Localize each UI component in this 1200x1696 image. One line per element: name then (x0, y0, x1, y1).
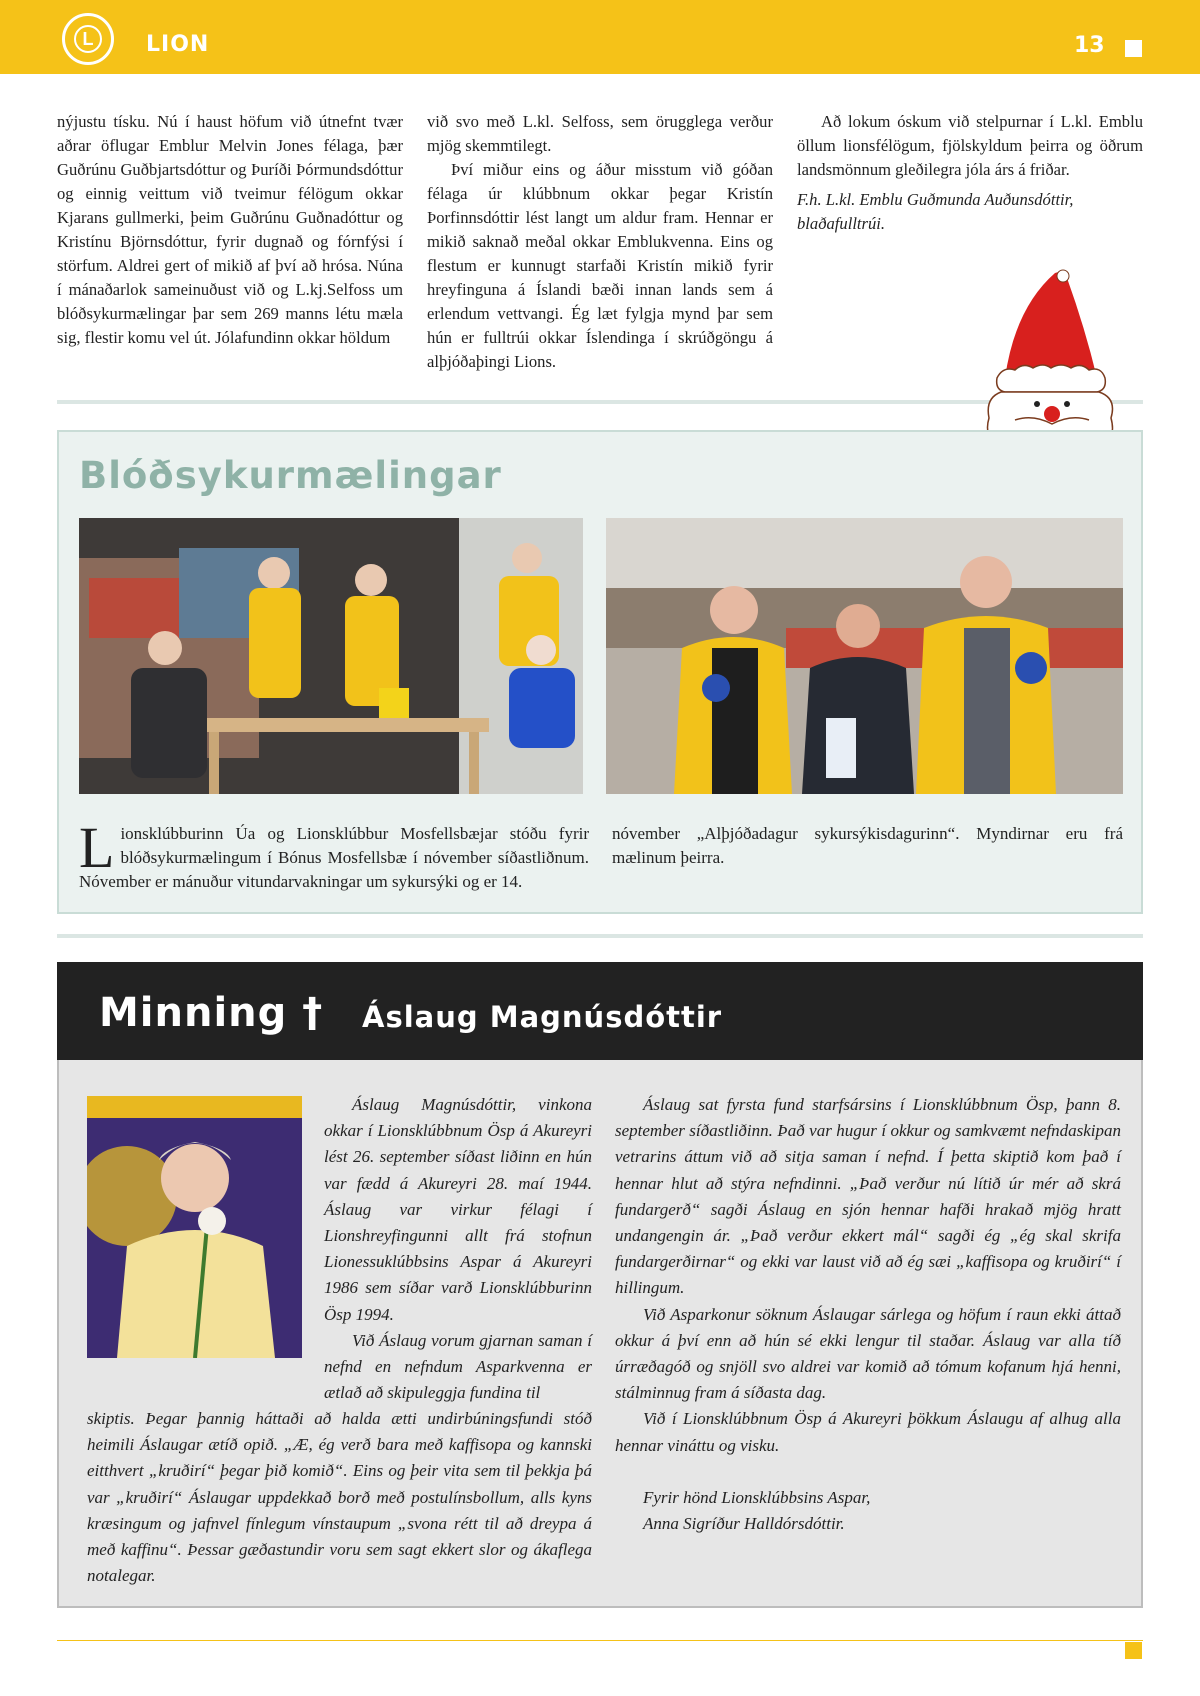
footer-square-icon (1125, 1642, 1142, 1659)
page-number: 13 (1074, 33, 1105, 58)
signature-line: Fyrir hönd Lionsklúbbsins Aspar, (643, 1487, 871, 1507)
obituary-paragraph: Við Áslaug vorum gjarnan saman í nefnd en nefndum Asparkvenna er ætlað að skipuleggja fundina til (324, 1330, 592, 1403)
intro-paragraph: við svo með L.kl. Selfoss, sem örugglega verður mjög skemmtilegt. (427, 112, 773, 155)
obituary-column-2 (615, 1092, 1121, 1537)
magazine-title: LION (146, 32, 210, 57)
blood-sugar-section (57, 430, 1143, 914)
signature-line: F.h. L.kl. Emblu Guðmunda Auðunsdóttir, (797, 190, 1074, 209)
header-square-icon (1125, 40, 1142, 57)
obituary-name: Áslaug Magnúsdóttir (362, 1000, 723, 1034)
signature-line: blaðafulltrúi. (797, 214, 886, 233)
obituary-column-1-top (324, 1092, 592, 1406)
section-divider (57, 934, 1143, 938)
intro-signature (797, 188, 1143, 236)
intro-paragraph: Því miður eins og áður misstum við góðan félaga úr klúbbnum okkar þegar Kristín Þorfinnsdóttir lést langt um aldur fram. Hennar er mikið saknað meðal okkar Emblukvenna. Eins og flestum er kunnugt starfaði Kristín mikið fyrir hreyfinguna á Íslandi bæði innan lands sem á erlendum vettvangi. Ég læt fylgja mynd þar sem hún er fulltrúi okkar Íslendinga í skrúðgöngu á alþjóðaþingi Lions. (427, 160, 773, 371)
obituary-signature (615, 1485, 1121, 1537)
obituary-paragraph: Áslaug Magnúsdóttir, vinkona okkar í Lionsklúbbnum Ösp á Akureyri lést 26. september síðast liðinn en hún var fædd á Akureyri 28. maí 1944. Áslaug var virkur félagi í Lionshreyfingunni allt frá stofnun Lionessuklúbbsins Aspar á Akureyri 1986 sem síðar varð Lionsklúbburinn Ösp 1994. (324, 1095, 592, 1324)
lions-logo-letter: L (74, 25, 102, 53)
obituary-paragraph: skiptis. Þegar þannig háttaði að halda ætti undirbúningsfundi stóð heimili Áslaugar ætíð opið. „Æ, ég verð bara með kaffisopa og kannski eitthvert „kruðirí“ þegar þið komið“. Eins og þeir vita sem til þekkja þá var „kruðirí“ Áslaugar uppdekkað borð með postulínsbollum, alls kyns kræsingum og jafnvel fínlegum vínstaupum „svona rétt til að dreypa á með kaffinu“. Þessar gæðastundir voru sem sagt ekkert slor og ákaflega notalegar. (87, 1409, 592, 1586)
intro-column-1 (57, 110, 403, 350)
blood-sugar-text-column-2 (612, 822, 1123, 870)
obituary-paragraph: Við í Lionsklúbbnum Ösp á Akureyri þökkum Áslaugu af alhug alla hennar vináttu og visku. (615, 1409, 1121, 1455)
obituary-paragraph: Áslaug sat fyrsta fund starfsársins í Lionsklúbbnum Ösp, þann 8. september síðastliðinn. Það var hugur í okkur og samkvæmt nefndaskipan vetrarins áttum við að sitja saman í nefnd. Í þetta skiptið kom það í hennar hlut að stýra nefndinni. „Það verður nú lítið úr mér að skrá fundargerð“ sagði Áslaug en sjón hennar hafði hrakað mjög hratt undangengin ár. „Það verður ekkert mál“ sagði ég „ég skal skrifa fundargerðirnar“ og ekki var laust við að ég sæi „kaffisopa og kruðirí“ í hillingum. (615, 1095, 1121, 1298)
intro-column-3 (797, 110, 1143, 236)
intro-paragraph: nýjustu tísku. Nú í haust höfum við útnefnt tvær aðrar öflugar Emblur Melvin Jones félaga, þær Guðrúnu Guðbjartsdóttur og Þuríði Þórmundsdóttur og einnig veittum við tveimur félögum okkar Kjarans gullmerki, þeim Guðrúnu Guðnadóttur og Kristínu Björnsdóttur, fyrir dugnað og fórnfýsi í störfum. Aldrei gert of mikið af því að hrósa. Núna í mánaðarlok sameinuðust við og L.kj.Selfoss um blóðsykurmælingar þar sem 269 manns létu mæla sig, flestir komu vel út. Jólafundinn okkar höldum (57, 112, 403, 347)
photo-three-men (606, 518, 1123, 794)
blood-sugar-text-column-1 (79, 815, 589, 894)
obituary-paragraph: Við Asparkonur söknum Áslaugar sárlega og höfum í raun ekki áttað okkur á því enn að hún sé ekki lengur til staðar. Áslaug var alla tíð úrræðagóð og snjöll svo aldrei var komið að tómum kofanum hjá henni, stálminnug fram á síðasta dag. (615, 1304, 1121, 1403)
footer-rule (57, 1640, 1143, 1641)
photo-blood-sugar-table (79, 518, 583, 794)
obituary-header (57, 962, 1143, 1060)
blood-sugar-paragraph: ionsklúbburinn Úa og Lionsklúbbur Mosfellsbæjar stóðu fyrir blóðsykurmælingum í Bónus Mosfellsbæ í nóvember síðastliðnum. Nóvember er mánuður vitundarvakningar um sykursýki og er 14. (79, 824, 589, 891)
page-header (0, 0, 1200, 74)
intro-paragraph: Að lokum óskum við stelpurnar í L.kl. Emblu öllum lionsfélögum, fjölskyldum þeirra og öðrum landsmönnum gleðilegra jóla árs á friðar. (797, 112, 1143, 179)
blood-sugar-paragraph: nóvember „Alþjóðadagur sykursýkisdagurinn“. Myndirnar eru frá mælinum þeirra. (612, 824, 1123, 867)
photo-aslaug (87, 1096, 302, 1358)
obituary-column-1-bottom (87, 1406, 592, 1589)
lions-logo (62, 13, 114, 65)
obituary-title: Minning † (99, 990, 324, 1036)
signature-line: Anna Sigríður Halldórsdóttir. (643, 1514, 845, 1534)
intro-column-2 (427, 110, 773, 374)
section-title: Blóðsykurmælingar (79, 454, 502, 497)
drop-cap: L (79, 815, 115, 880)
